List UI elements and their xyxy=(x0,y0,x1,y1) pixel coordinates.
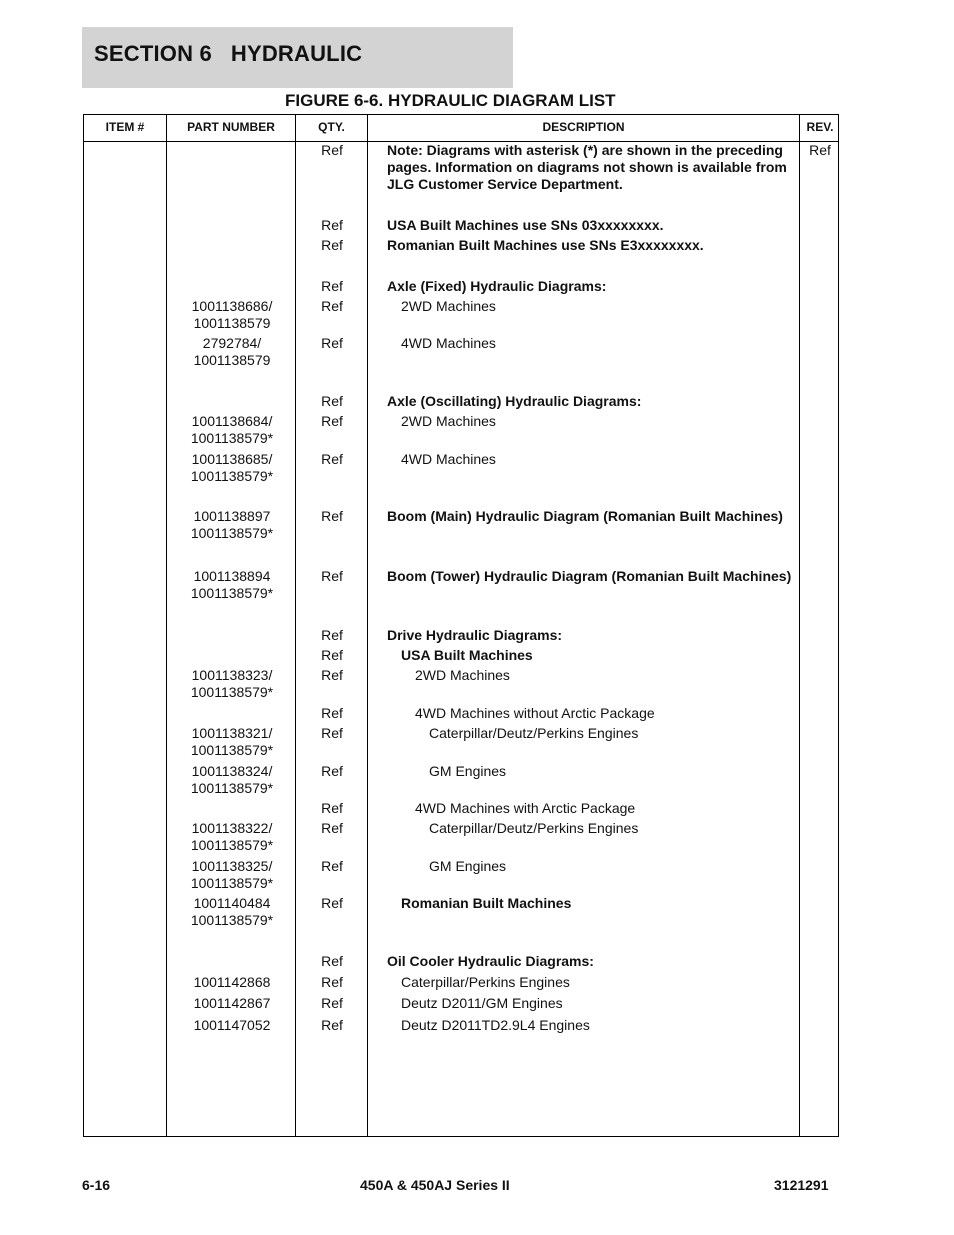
footer-page-number: 6-16 xyxy=(82,1177,111,1193)
part-number-cell: 1001138894 1001138579* xyxy=(190,568,274,601)
description-cell: 4WD Machines without Arctic Package xyxy=(415,705,655,721)
part-number-cell: 1001140484 1001138579* xyxy=(190,895,274,928)
header-part-number: PART NUMBER xyxy=(187,120,275,134)
description-cell: Romanian Built Machines xyxy=(401,895,572,911)
part-number-cell: 1001138684/ 1001138579* xyxy=(190,413,274,446)
qty-cell: Ref xyxy=(321,705,343,721)
header-item: ITEM # xyxy=(105,120,145,134)
header-description: DESCRIPTION xyxy=(542,120,625,134)
qty-cell: Ref xyxy=(321,413,343,429)
part-number-cell: 1001138321/ 1001138579* xyxy=(190,725,274,758)
qty-cell: Ref xyxy=(321,953,343,969)
description-cell: USA Built Machines xyxy=(401,647,533,663)
description-cell: Oil Cooler Hydraulic Diagrams: xyxy=(387,953,594,969)
qty-cell: Ref xyxy=(321,335,343,351)
description-cell: 4WD Machines xyxy=(401,335,496,351)
part-number-cell: 1001138323/ 1001138579* xyxy=(190,667,274,700)
description-cell: 4WD Machines with Arctic Package xyxy=(415,800,636,816)
description-cell: USA Built Machines use SNs 03xxxxxxxx. xyxy=(387,217,664,233)
qty-cell: Ref xyxy=(321,237,343,253)
header-qty: QTY. xyxy=(318,120,345,134)
qty-cell: Ref xyxy=(321,298,343,314)
description-cell: 4WD Machines xyxy=(401,451,496,467)
description-cell: Note: Diagrams with asterisk (*) are shown in the preceding pages. Information on diagrams not shown is available from JLG Customer Service Department. xyxy=(387,142,787,192)
description-cell: Deutz D2011/GM Engines xyxy=(401,995,563,1011)
description-cell: Axle (Fixed) Hydraulic Diagrams: xyxy=(387,278,607,294)
qty-cell: Ref xyxy=(321,667,343,683)
section-title: SECTION 6 HYDRAULIC xyxy=(94,41,363,66)
description-cell: Axle (Oscillating) Hydraulic Diagrams: xyxy=(387,393,642,409)
qty-cell: Ref xyxy=(321,568,343,584)
rev-cell: Ref xyxy=(809,142,831,158)
qty-cell: Ref xyxy=(321,451,343,467)
description-cell: 2WD Machines xyxy=(415,667,510,683)
qty-cell: Ref xyxy=(321,142,343,158)
description-cell: Deutz D2011TD2.9L4 Engines xyxy=(401,1017,590,1033)
qty-cell: Ref xyxy=(321,393,343,409)
section-banner xyxy=(82,27,513,88)
part-number-cell: 1001138324/ 1001138579* xyxy=(190,763,274,796)
table-body xyxy=(84,115,840,1136)
part-number-cell: 1001142867 xyxy=(193,995,271,1011)
footer-doc-number: 3121291 xyxy=(774,1177,829,1193)
part-number-cell: 1001142868 xyxy=(193,974,271,990)
description-cell: Romanian Built Machines use SNs E3xxxxxxxx. xyxy=(387,237,704,253)
description-cell: Caterpillar/Perkins Engines xyxy=(401,974,570,990)
qty-cell: Ref xyxy=(321,725,343,741)
description-cell: 2WD Machines xyxy=(401,413,496,429)
qty-cell: Ref xyxy=(321,278,343,294)
qty-cell: Ref xyxy=(321,800,343,816)
description-cell: 2WD Machines xyxy=(401,298,496,314)
part-number-cell: 1001138325/ 1001138579* xyxy=(190,858,274,891)
description-cell: GM Engines xyxy=(429,763,507,779)
qty-cell: Ref xyxy=(321,995,343,1011)
part-number-cell: 1001138686/ 1001138579 xyxy=(191,298,273,331)
qty-cell: Ref xyxy=(321,895,343,911)
description-cell: Caterpillar/Deutz/Perkins Engines xyxy=(429,820,639,836)
qty-cell: Ref xyxy=(321,627,343,643)
part-number-cell: 1001138322/ 1001138579* xyxy=(190,820,274,853)
part-number-cell: 1001147052 xyxy=(193,1017,271,1033)
description-cell: Boom (Main) Hydraulic Diagram (Romanian Built Machines) xyxy=(387,508,783,524)
qty-cell: Ref xyxy=(321,508,343,524)
qty-cell: Ref xyxy=(321,763,343,779)
qty-cell: Ref xyxy=(321,217,343,233)
qty-cell: Ref xyxy=(321,820,343,836)
description-cell: Drive Hydraulic Diagrams: xyxy=(387,627,563,643)
qty-cell: Ref xyxy=(321,974,343,990)
footer-model: 450A & 450AJ Series II xyxy=(360,1177,510,1193)
qty-cell: Ref xyxy=(321,858,343,874)
figure-title: FIGURE 6-6. HYDRAULIC DIAGRAM LIST xyxy=(285,91,616,110)
part-number-cell: 1001138685/ 1001138579* xyxy=(190,451,274,484)
part-number-cell: 1001138897 1001138579* xyxy=(190,508,274,541)
part-number-cell: 2792784/ 1001138579 xyxy=(193,335,271,368)
description-cell: Caterpillar/Deutz/Perkins Engines xyxy=(429,725,639,741)
header-rev: REV. xyxy=(806,120,834,134)
qty-cell: Ref xyxy=(321,1017,343,1033)
qty-cell: Ref xyxy=(321,647,343,663)
description-cell: GM Engines xyxy=(429,858,507,874)
parts-table xyxy=(83,114,839,1137)
description-cell: Boom (Tower) Hydraulic Diagram (Romanian Built Machines) xyxy=(387,568,792,584)
